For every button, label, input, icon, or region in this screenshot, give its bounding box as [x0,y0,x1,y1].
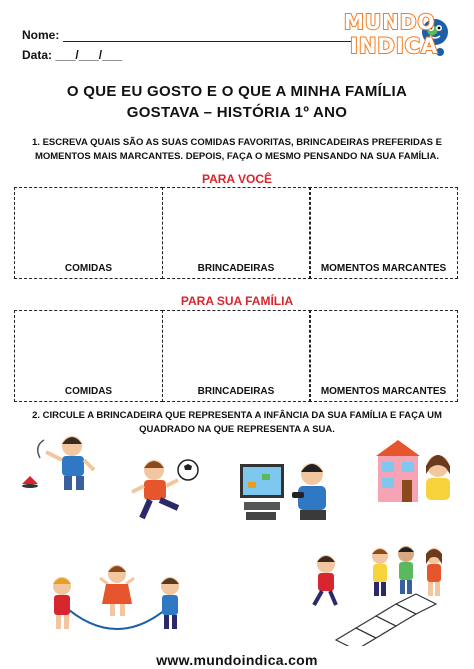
section-you-grid [14,187,458,279]
cell-label: MOMENTOS MARCANTES [320,386,447,397]
child-kicking-ball-icon[interactable] [124,456,204,526]
answer-box-family-games[interactable] [162,310,311,402]
name-line [63,31,353,42]
cell-label: COMIDAS [64,386,113,397]
answer-box-you-moments[interactable] [309,187,458,279]
cell-label: BRINCADEIRAS [197,263,275,274]
section-you-label: PARA VOCÊ [201,172,272,186]
answer-box-family-moments[interactable] [309,310,458,402]
page-title-line2: GOSTAVA – HISTÓRIA 1º ANO [126,104,348,121]
name-field [22,28,353,42]
section-family-grid [14,310,458,402]
date-label: Data: ___/___/___ [22,48,123,62]
mundo-indica-logo [340,8,458,64]
name-label: Nome: [22,28,60,42]
child-spinning-top-icon[interactable] [16,432,108,498]
footer-url[interactable]: www.mundoindica.com [156,652,318,668]
logo-word-indica: INDICA [350,34,439,58]
answer-box-family-food[interactable] [14,310,163,402]
logo-word-mundo: MUNDO [344,10,436,34]
cell-label: COMIDAS [64,263,113,274]
section-family-label: PARA SUA FAMÍLIA [180,294,294,308]
cell-label: BRINCADEIRAS [197,386,275,397]
answer-box-you-food[interactable] [14,187,163,279]
question-1-text: 1. ESCREVA QUAIS SÃO AS SUAS COMIDAS FAVORITAS, BRINCADEIRAS PREFERIDAS E MOMENTOS MAIS MARCANTES. DEPOIS, FAÇA O MESMO PENSANDO NA SUA FAMÍLIA. [32,137,442,162]
question-2-text: 2. CIRCULE A BRINCADEIRA QUE REPRESENTA A INFÂNCIA DA SUA FAMÍLIA E FAÇA UM QUADRADO NA QUE REPRESENTA A SUA. [32,410,442,435]
child-dollhouse-icon[interactable] [374,436,458,506]
page-title-line1: O QUE EU GOSTO E O QUE A MINHA FAMÍLIA [66,83,408,100]
children-hopscotch-icon[interactable] [296,544,460,646]
date-field [22,48,122,62]
child-playing-videogame-icon[interactable] [238,460,338,526]
children-jump-rope-icon[interactable] [42,560,192,642]
cell-label: MOMENTOS MARCANTES [320,263,447,274]
answer-box-you-games[interactable] [162,187,311,279]
